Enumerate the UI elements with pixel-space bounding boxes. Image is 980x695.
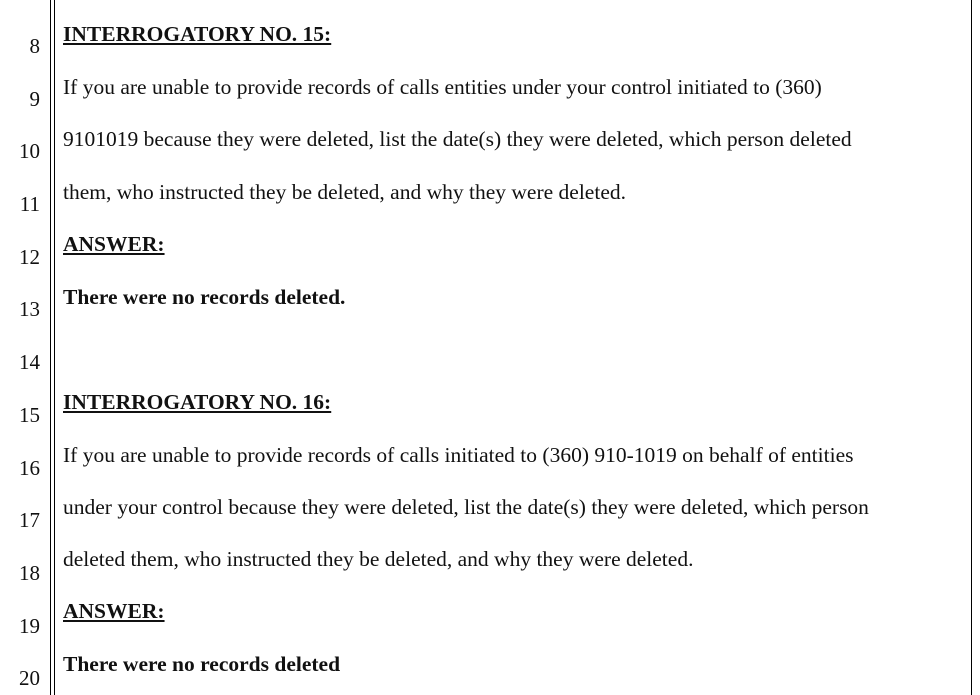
line-number: 16 [19, 456, 40, 480]
line-number: 10 [19, 139, 40, 163]
answer-15-label: ANSWER: [63, 232, 165, 256]
line-number: 11 [19, 192, 40, 216]
margin-rule-left-outer [50, 0, 51, 695]
interrogatory-16-line: deleted them, who instructed they be deleted, and why they were deleted. [63, 547, 694, 571]
interrogatory-16-line: under your control because they were deleted, list the date(s) they were deleted, which person [63, 495, 869, 519]
margin-rule-left-inner [54, 0, 55, 695]
interrogatory-15-heading: INTERROGATORY NO. 15: [63, 22, 332, 46]
line-number: 12 [19, 245, 40, 269]
answer-16-text: There were no records deleted [63, 652, 341, 676]
interrogatory-15-line: 9101019 because they were deleted, list the date(s) they were deleted, which person deleted [63, 127, 852, 151]
line-number: 18 [19, 561, 40, 585]
line-number: 13 [19, 297, 40, 321]
interrogatory-15-line: them, who instructed they be deleted, and why they were deleted. [63, 180, 626, 204]
line-number: 15 [19, 403, 40, 427]
line-number: 20 [19, 666, 40, 690]
interrogatory-16-heading: INTERROGATORY NO. 16: [63, 390, 332, 414]
line-number: 17 [19, 508, 40, 532]
line-number: 14 [19, 350, 40, 374]
interrogatory-16-line: If you are unable to provide records of calls initiated to (360) 910-1019 on behalf of entities [63, 443, 854, 467]
answer-15-text: There were no records deleted. [63, 285, 346, 309]
line-number: 8 [29, 34, 40, 58]
interrogatory-15-line: If you are unable to provide records of calls entities under your control initiated to (360) [63, 75, 822, 99]
margin-rule-right [971, 0, 972, 695]
answer-16-label: ANSWER: [63, 599, 165, 623]
line-number: 19 [19, 614, 40, 638]
line-number: 9 [29, 87, 40, 111]
